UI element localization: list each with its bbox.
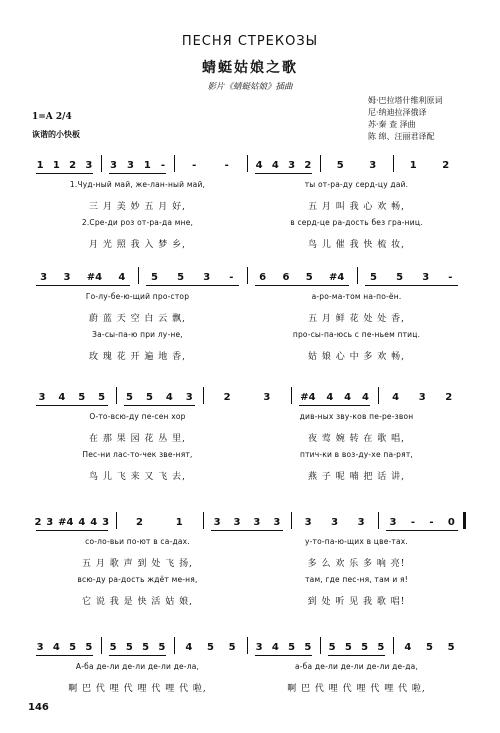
note: 5 bbox=[125, 641, 133, 653]
note: 1 bbox=[175, 516, 183, 528]
lyric-text: в серд-це ра-дость без гра-ниц. bbox=[290, 218, 423, 227]
note: 2 bbox=[445, 391, 453, 403]
lyric-line bbox=[28, 450, 466, 462]
measure bbox=[178, 158, 243, 172]
lyric-phrase bbox=[249, 218, 464, 227]
note: 5 bbox=[109, 641, 117, 653]
note: 3 bbox=[46, 516, 54, 528]
lyric-text: а-ро-ма-том на-по-ён. bbox=[311, 292, 402, 301]
beam-line bbox=[109, 655, 166, 656]
title-chinese: 蜻蜓姑娘之歌 bbox=[202, 60, 298, 76]
note: 4 bbox=[185, 641, 193, 653]
barline bbox=[174, 637, 175, 654]
measure bbox=[251, 640, 316, 654]
lyric-phrase bbox=[249, 330, 464, 339]
subtitle: 影片《蜻蜓姑娘》插曲 bbox=[207, 82, 293, 92]
measure bbox=[105, 158, 170, 172]
lyric-line bbox=[28, 218, 466, 230]
lyric-text: 啊 巴 代 哩 代 哩 代 哩 代 啦, bbox=[287, 684, 426, 694]
lyric-text: 三 月 美 妙 五 月 好, bbox=[88, 202, 187, 212]
barline bbox=[357, 267, 358, 284]
lyric-line bbox=[28, 180, 466, 192]
beam-line bbox=[386, 530, 458, 531]
note: 5 bbox=[126, 391, 134, 403]
note: 5 bbox=[78, 391, 86, 403]
lyric-phrase bbox=[30, 537, 245, 546]
lyric-text: со-ло-вьи по-ют в са-дах. bbox=[85, 537, 190, 546]
measure bbox=[32, 270, 134, 284]
lyric-phrase bbox=[30, 311, 245, 324]
note: 3 bbox=[304, 516, 312, 528]
beam-line bbox=[211, 530, 283, 531]
lyric-line bbox=[28, 330, 466, 342]
note: 5 bbox=[377, 641, 385, 653]
lyric-phrase bbox=[30, 237, 245, 250]
lyric-text: 五 月 鲜 花 处 处 香, bbox=[307, 314, 406, 324]
beam-line bbox=[36, 285, 130, 286]
measure bbox=[207, 390, 287, 404]
beam-line bbox=[365, 285, 459, 286]
lyric-phrase bbox=[249, 450, 464, 459]
barline bbox=[393, 637, 394, 654]
lyric-line bbox=[28, 556, 466, 568]
note: 2 bbox=[442, 159, 450, 171]
note: #4 bbox=[86, 271, 103, 283]
measure bbox=[105, 640, 170, 654]
note: 5 bbox=[85, 641, 93, 653]
beam-line bbox=[36, 655, 93, 656]
note: 5 bbox=[207, 641, 214, 653]
note: 3 bbox=[40, 271, 48, 283]
lyric-text: 鸟 儿 催 我 快 梳 妆, bbox=[307, 240, 406, 250]
measure bbox=[324, 640, 389, 654]
barline bbox=[203, 387, 204, 404]
lyric-text: Го-лу-бе-ю-щий про-стор bbox=[85, 292, 190, 301]
lyric-text: За-сы-па-ю при лу-не, bbox=[92, 330, 183, 339]
note: 4 bbox=[255, 159, 263, 171]
lyric-line bbox=[28, 431, 466, 443]
note: #4 bbox=[329, 271, 345, 283]
lyric-text: 啊 巴 代 哩 代 哩 代 哩 代 啦, bbox=[68, 684, 207, 694]
lyric-text: всю-ду ра-дость ждёт ме-ня, bbox=[77, 575, 198, 584]
note: 5 bbox=[328, 641, 336, 653]
note: 5 bbox=[145, 391, 153, 403]
lyric-phrase bbox=[249, 349, 464, 362]
lyric-text: 蔚 蓝 天 空 白 云 飘, bbox=[88, 314, 187, 324]
lyric-phrase bbox=[249, 575, 464, 584]
note: 4 bbox=[78, 516, 86, 528]
lyric-line bbox=[28, 469, 466, 481]
lyric-phrase bbox=[249, 412, 464, 421]
lyric-line bbox=[28, 199, 466, 211]
note: 3 bbox=[109, 159, 117, 171]
tempo-marking: 诙谐的小快板 bbox=[32, 129, 80, 139]
note: 5 bbox=[158, 641, 166, 653]
lyric-phrase bbox=[30, 681, 245, 694]
measure bbox=[251, 270, 353, 284]
lyric-line bbox=[28, 349, 466, 361]
note: 2 bbox=[69, 159, 77, 171]
beam-line bbox=[36, 405, 108, 406]
note: 4 bbox=[165, 391, 173, 403]
lyric-line bbox=[28, 575, 466, 587]
note: 3 bbox=[102, 516, 110, 528]
lyric-phrase bbox=[249, 469, 464, 482]
lyric-text: у-то-па-ю-щих в цве-тах. bbox=[304, 537, 409, 546]
lyric-phrase bbox=[249, 199, 464, 212]
lyric-text: ты от-ра-ду серд-цу дай. bbox=[304, 180, 409, 189]
note: 5 bbox=[305, 271, 313, 283]
lyric-text: 夜 莺 婉 转 在 歌 唱, bbox=[307, 434, 406, 444]
note: 5 bbox=[396, 271, 404, 283]
note: 4 bbox=[271, 641, 279, 653]
note: 3 bbox=[38, 391, 46, 403]
note: 2 bbox=[34, 516, 42, 528]
lyric-text: птич-ки в воз-ду-хе па-рят, bbox=[300, 450, 413, 459]
note: 3 bbox=[203, 271, 211, 283]
barline bbox=[174, 155, 175, 172]
barline bbox=[116, 387, 117, 404]
lyric-line bbox=[28, 237, 466, 249]
note: 3 bbox=[185, 391, 193, 403]
note: 5 bbox=[69, 641, 77, 653]
barline bbox=[247, 155, 248, 172]
note: 1 bbox=[143, 159, 151, 171]
lyric-phrase bbox=[30, 469, 245, 482]
note: 3 bbox=[418, 391, 426, 403]
note: 3 bbox=[126, 159, 134, 171]
lyric-phrase bbox=[249, 537, 464, 546]
lyric-phrase bbox=[30, 218, 245, 227]
measure bbox=[382, 390, 462, 404]
barline bbox=[320, 637, 321, 654]
final-barline bbox=[463, 512, 466, 529]
beam-line bbox=[328, 655, 385, 656]
note: 2 bbox=[304, 159, 312, 171]
note: 4 bbox=[118, 271, 126, 283]
page-number: 146 bbox=[28, 702, 49, 713]
beam-line bbox=[109, 173, 166, 174]
note: 1 bbox=[36, 159, 44, 171]
barline bbox=[116, 512, 117, 529]
note: 3 bbox=[331, 516, 339, 528]
measure bbox=[251, 158, 316, 172]
lyric-phrase bbox=[249, 237, 464, 250]
note: - bbox=[448, 271, 453, 283]
lyric-text: 到 处 听 见 我 歌 唱! bbox=[307, 597, 406, 607]
lyric-phrase bbox=[249, 681, 464, 694]
key-signature: 1=A 2/4 bbox=[32, 112, 72, 122]
note: 0 bbox=[447, 516, 455, 528]
note: 4 bbox=[271, 159, 279, 171]
title-russian: ПЕСНЯ СТРЕКОЗЫ bbox=[181, 34, 319, 49]
note: 3 bbox=[369, 159, 377, 171]
beam-line bbox=[36, 173, 93, 174]
note: 5 bbox=[228, 641, 236, 653]
measure bbox=[382, 515, 462, 529]
lyric-text: 姑 娘 心 中 多 欢 畅, bbox=[307, 352, 406, 362]
measure bbox=[142, 270, 244, 284]
barline bbox=[101, 637, 102, 654]
note: 3 bbox=[288, 159, 296, 171]
note: 4 bbox=[344, 391, 352, 403]
note: 5 bbox=[426, 641, 433, 653]
beam-line bbox=[36, 530, 108, 531]
note: #4 bbox=[300, 391, 316, 403]
lyric-line bbox=[28, 412, 466, 424]
barline bbox=[247, 637, 248, 654]
lyric-phrase bbox=[249, 556, 464, 569]
note: 6 bbox=[259, 271, 267, 283]
note: 3 bbox=[273, 516, 281, 528]
note: 3 bbox=[233, 516, 241, 528]
note: 3 bbox=[213, 516, 221, 528]
lyric-line bbox=[28, 681, 466, 693]
barline bbox=[203, 512, 204, 529]
credits bbox=[368, 95, 443, 143]
lyric-phrase bbox=[30, 450, 245, 459]
lyric-text: Пес-ни лас-то-чек зве-нят, bbox=[82, 450, 193, 459]
measure bbox=[178, 640, 243, 654]
credit-translator-ru: 尼·纳迪拉泽俄译 bbox=[368, 108, 427, 117]
note: 5 bbox=[98, 391, 106, 403]
note: 5 bbox=[142, 641, 150, 653]
lyric-text: 五 月 叫 我 心 欢 畅, bbox=[307, 202, 406, 212]
lyric-text: 在 那 果 园 花 丛 里, bbox=[88, 434, 187, 444]
lyric-line bbox=[28, 662, 466, 674]
note: 2 bbox=[136, 516, 143, 528]
barline bbox=[378, 512, 379, 529]
lyric-text: О-то-всю-ду пе-сен хор bbox=[89, 412, 186, 421]
lyric-phrase bbox=[30, 556, 245, 569]
lyric-text: про-сы-па-юсь с пе-ньем птиц. bbox=[292, 330, 421, 339]
note: 3 bbox=[255, 641, 263, 653]
measure bbox=[207, 515, 287, 529]
note: 5 bbox=[336, 159, 344, 171]
note: 4 bbox=[326, 391, 334, 403]
note: 6 bbox=[282, 271, 290, 283]
measure bbox=[120, 390, 200, 404]
lyric-phrase bbox=[30, 662, 245, 671]
note: 5 bbox=[447, 641, 455, 653]
lyric-phrase bbox=[30, 292, 245, 301]
barline bbox=[378, 387, 379, 404]
lyric-text: 玫 瑰 花 开 遍 地 香, bbox=[88, 352, 187, 362]
note: - bbox=[192, 159, 197, 171]
lyric-phrase bbox=[30, 594, 245, 607]
note: 4 bbox=[404, 641, 412, 653]
lyric-phrase bbox=[30, 199, 245, 212]
barline bbox=[247, 267, 248, 284]
note: 4 bbox=[52, 641, 60, 653]
barline bbox=[101, 155, 102, 172]
lyric-line bbox=[28, 594, 466, 606]
lyric-phrase bbox=[249, 662, 464, 671]
lyric-text: 1.Чуд-ный май, же-лан-ный май, bbox=[69, 180, 206, 189]
note: 4 bbox=[361, 391, 369, 403]
note: 1 bbox=[409, 159, 417, 171]
lyric-text: 五 月 歌 声 到 处 飞 扬, bbox=[82, 559, 193, 569]
note: - bbox=[410, 516, 415, 528]
beam-line bbox=[255, 173, 312, 174]
lyric-text: 它 说 我 是 快 活 姑 娘, bbox=[82, 597, 193, 607]
beam-line bbox=[255, 285, 349, 286]
note: 4 bbox=[58, 391, 66, 403]
lyric-phrase bbox=[30, 431, 245, 444]
lyric-line bbox=[28, 292, 466, 304]
measure bbox=[120, 515, 200, 529]
note: 5 bbox=[370, 271, 378, 283]
note: #4 bbox=[58, 516, 74, 528]
note: 1 bbox=[52, 159, 60, 171]
lyric-phrase bbox=[249, 431, 464, 444]
note: 3 bbox=[63, 271, 71, 283]
note: 4 bbox=[90, 516, 98, 528]
credit-translator-cn: 陈 绵、汪丽君译配 bbox=[368, 132, 435, 141]
lyric-phrase bbox=[30, 330, 245, 339]
barline bbox=[393, 155, 394, 172]
measure bbox=[397, 158, 462, 172]
lyric-phrase bbox=[249, 594, 464, 607]
lyric-phrase bbox=[30, 349, 245, 362]
note: 5 bbox=[151, 271, 159, 283]
lyric-phrase bbox=[249, 180, 464, 189]
note: 2 bbox=[223, 391, 231, 403]
barline bbox=[291, 512, 292, 529]
note: 5 bbox=[344, 641, 352, 653]
lyric-line bbox=[28, 537, 466, 549]
notation-row bbox=[28, 640, 466, 654]
beam-line bbox=[255, 655, 312, 656]
lyric-line bbox=[28, 311, 466, 323]
measure bbox=[32, 640, 97, 654]
lyric-text: А-ба де-ли де-ли де-ли де-ла, bbox=[75, 662, 200, 671]
lyric-text: див-ных зву-ков пе-ре-звон bbox=[299, 412, 414, 421]
note: 3 bbox=[85, 159, 93, 171]
note: 3 bbox=[263, 391, 271, 403]
credit-composer: 苏·秦 查 泽曲 bbox=[368, 120, 416, 129]
lyric-text: 鸟 儿 飞 来 又 飞 去, bbox=[88, 472, 187, 482]
notation-row bbox=[28, 515, 466, 529]
note: 3 bbox=[422, 271, 430, 283]
lyric-text: 月 光 照 我 入 梦 乡, bbox=[88, 240, 187, 250]
measure bbox=[32, 515, 112, 529]
note: 5 bbox=[177, 271, 185, 283]
note: 3 bbox=[389, 516, 397, 528]
lyric-text: а-ба де-ли де-ли де-ли де-да, bbox=[294, 662, 419, 671]
note: 5 bbox=[361, 641, 369, 653]
note: 3 bbox=[36, 641, 44, 653]
measure bbox=[32, 390, 112, 404]
beam-line bbox=[146, 285, 240, 286]
notation-row bbox=[28, 390, 466, 404]
barline bbox=[291, 387, 292, 404]
note: - bbox=[224, 159, 229, 171]
beam-line bbox=[299, 405, 371, 406]
note: - bbox=[429, 516, 434, 528]
note: 5 bbox=[304, 641, 312, 653]
lyric-text: 2.Сре-ди роз от-ра-да мне, bbox=[81, 218, 194, 227]
notation-row bbox=[28, 158, 466, 172]
beam-line bbox=[124, 405, 196, 406]
credit-lyricist: 姆·巴拉塔什维利原词 bbox=[368, 96, 443, 105]
lyric-text: 燕 子 呢 喃 把 话 讲, bbox=[307, 472, 406, 482]
lyric-phrase bbox=[30, 180, 245, 189]
lyric-text: 多 么 欢 乐 多 响 亮! bbox=[307, 559, 406, 569]
note: 3 bbox=[253, 516, 261, 528]
measure bbox=[324, 158, 389, 172]
lyric-phrase bbox=[30, 412, 245, 421]
note: 5 bbox=[288, 641, 296, 653]
note: - bbox=[229, 271, 234, 283]
note: - bbox=[160, 159, 165, 171]
measure bbox=[295, 515, 375, 529]
measure bbox=[361, 270, 463, 284]
note: 4 bbox=[392, 391, 400, 403]
lyric-phrase bbox=[249, 311, 464, 324]
note: 3 bbox=[357, 516, 365, 528]
notation-row bbox=[28, 270, 466, 284]
measure bbox=[32, 158, 97, 172]
barline bbox=[320, 155, 321, 172]
lyric-phrase bbox=[249, 292, 464, 301]
measure bbox=[397, 640, 462, 654]
lyric-phrase bbox=[30, 575, 245, 584]
lyric-text: там, где пес-ня, там и я! bbox=[305, 575, 408, 584]
barline bbox=[138, 267, 139, 284]
measure bbox=[295, 390, 375, 404]
